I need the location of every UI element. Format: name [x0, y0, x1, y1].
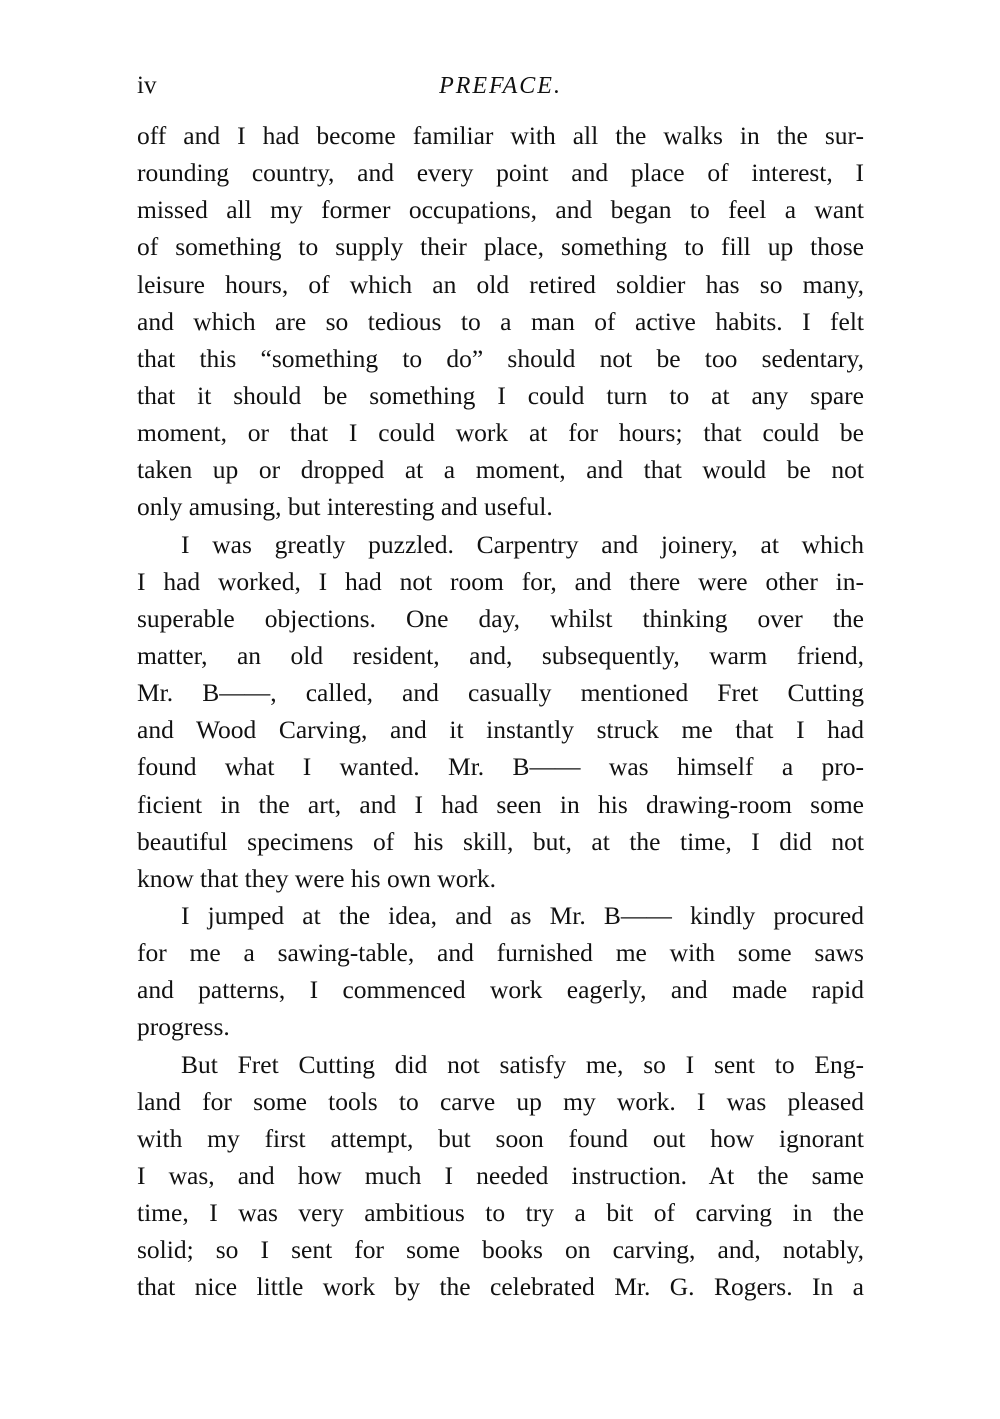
text-line: time, I was very ambitious to try a bit of carving in the [137, 1198, 864, 1228]
text-line: missed all my former occupations, and began to feel a want [137, 195, 864, 225]
text-line: and Wood Carving, and it instantly struck me that I had [137, 715, 864, 745]
text-line: ficient in the art, and I had seen in his drawing-room some [137, 789, 864, 819]
text-line: leisure hours, of which an old retired soldier has so many, [137, 269, 864, 299]
text-line: that it should be something I could turn to at any spare [137, 380, 864, 410]
text-line: But Fret Cutting did not satisfy me, so I sent to Eng- [181, 1049, 864, 1079]
text-line: I had worked, I had not room for, and there were other in- [137, 566, 864, 596]
text-line: of something to supply their place, something to fill up those [137, 232, 864, 262]
text-line: I was, and how much I needed instruction. At the same [137, 1160, 864, 1190]
text-line: off and I had become familiar with all the walks in the sur- [137, 121, 864, 150]
body-text [137, 117, 864, 1306]
text-line: found what I wanted. Mr. B—— was himself a pro- [137, 752, 864, 782]
text-line: beautiful specimens of his skill, but, at the time, I did not [137, 826, 864, 856]
text-line: I was greatly puzzled. Carpentry and joinery, at which [181, 529, 864, 559]
running-head [137, 66, 864, 106]
text-line: progress. [137, 1012, 230, 1042]
text-line: taken up or dropped at a moment, and that would be not [137, 455, 864, 485]
text-line: moment, or that I could work at for hours; that could be [137, 418, 864, 448]
text-line: with my first attempt, but soon found out how ignorant [137, 1123, 864, 1153]
text-line: and which are so tedious to a man of active habits. I felt [137, 306, 864, 336]
text-line: solid; so I sent for some books on carving, and, notably, [137, 1235, 864, 1265]
text-line: and patterns, I commenced work eagerly, and made rapid [137, 975, 864, 1005]
text-line: rounding country, and every point and place of interest, I [137, 158, 864, 188]
text-line: Mr. B——, called, and casually mentioned Fret Cutting [137, 678, 864, 708]
text-line: matter, an old resident, and, subsequently, warm friend, [137, 640, 864, 670]
text-line: I jumped at the idea, and as Mr. B—— kindly procured [181, 900, 864, 930]
running-title: PREFACE. [439, 73, 562, 99]
text-line: superable objections. One day, whilst thinking over the [137, 603, 864, 633]
text-line: that nice little work by the celebrated Mr. G. Rogers. In a [137, 1272, 864, 1302]
text-line: land for some tools to carve up my work. I was pleased [137, 1086, 864, 1116]
text-line: know that they were his own work. [137, 863, 497, 893]
page-number: iv [137, 72, 157, 99]
text-line: that this “something to do” should not be too sedentary, [137, 343, 864, 373]
text-line: only amusing, but interesting and useful. [137, 492, 553, 522]
text-line: for me a sawing-table, and furnished me with some saws [137, 938, 864, 968]
